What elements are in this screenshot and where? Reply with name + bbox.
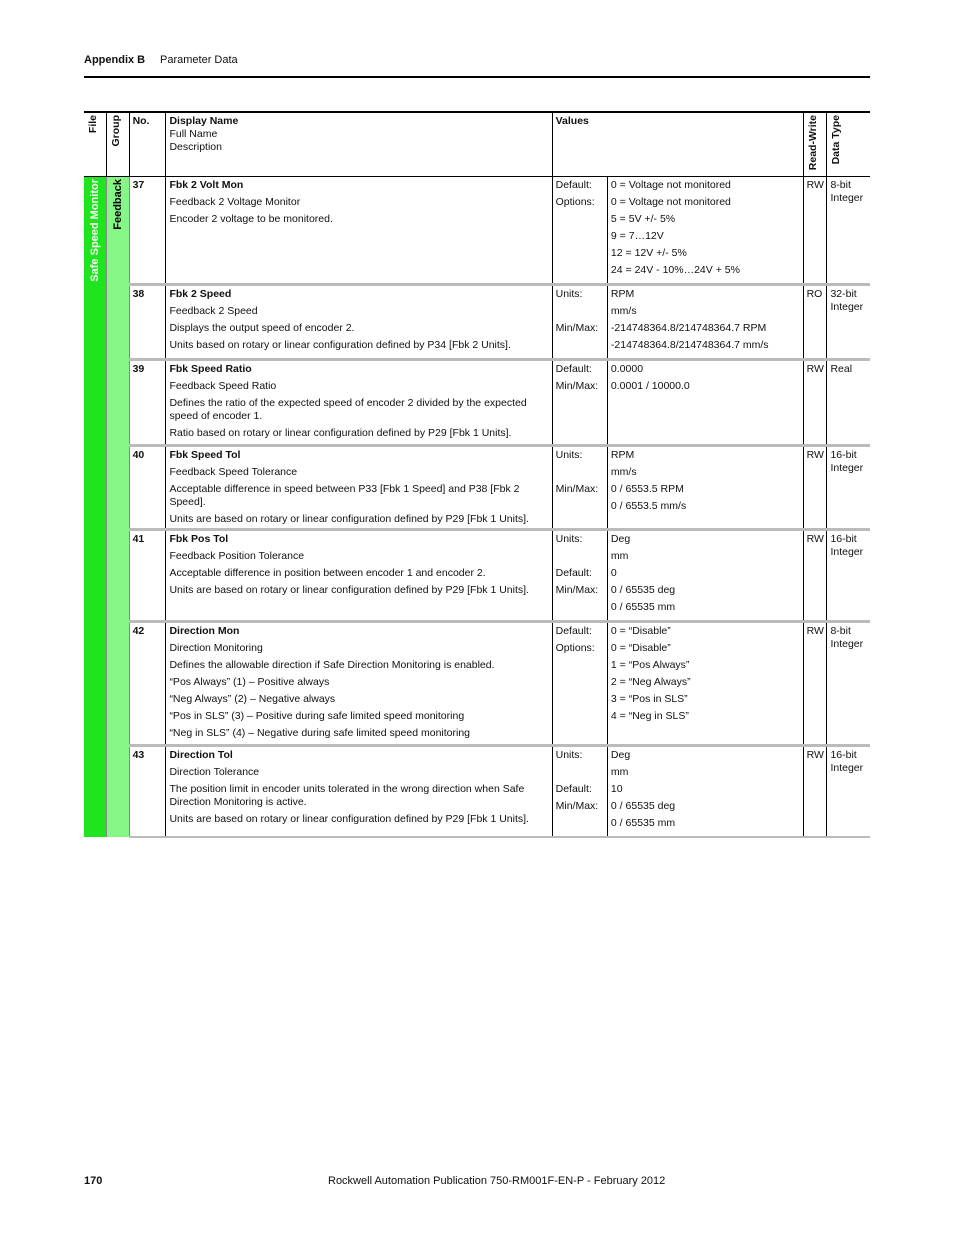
param-number: 38: [129, 285, 166, 360]
description-line: Units are based on rotary or linear configuration defined by P29 [Fbk 1 Units].: [169, 513, 529, 526]
value-item: 0 / 6553.5 mm/s: [610, 500, 687, 513]
header-display: Display Name Full Name Description: [166, 112, 552, 177]
data-type-line: 8-bit: [830, 625, 851, 638]
value-item: mm/s: [610, 466, 637, 479]
param-number: 43: [129, 746, 166, 838]
value-label: Units:: [555, 449, 583, 462]
value-item: 24 = 24V - 10%…24V + 5%: [610, 264, 740, 277]
description-line: “Neg Always” (2) – Negative always: [169, 693, 336, 706]
value-label: [556, 550, 605, 563]
value-item: 0 = Voltage not monitored: [610, 179, 731, 192]
table-row: [84, 360, 870, 446]
header-file: File: [84, 112, 107, 177]
value-label: Options:: [555, 642, 595, 655]
data-type-line: Integer: [830, 762, 864, 775]
value-item: 0.0001 / 10000.0: [610, 380, 690, 393]
value-list: [607, 530, 803, 622]
param-number: 39: [129, 360, 166, 446]
value-labels: [552, 360, 607, 446]
value-label: Options:: [555, 196, 595, 209]
description-line: Defines the ratio of the expected speed of encoder 2 divided by the expected speed of encoder 1.: [169, 397, 527, 423]
value-labels: [552, 285, 607, 360]
full-name: Feedback 2 Speed: [169, 305, 258, 318]
value-label: Units:: [555, 288, 583, 301]
value-list: [607, 285, 803, 360]
group-label: Feedback: [111, 179, 124, 230]
value-item: 0: [610, 567, 617, 580]
value-label: [556, 466, 605, 479]
page-number: 170: [84, 1175, 103, 1187]
description-line: Units are based on rotary or linear configuration defined by P29 [Fbk 1 Units].: [169, 813, 529, 826]
param-number: 41: [129, 530, 166, 622]
description-line: “Pos in SLS” (3) – Positive during safe limited speed monitoring: [169, 710, 465, 723]
value-item: 0 / 65535 mm: [610, 601, 676, 614]
description-line: Acceptable difference in position between encoder 1 and encoder 2.: [169, 567, 486, 580]
value-item: Deg: [610, 749, 631, 762]
value-item: 0 = Voltage not monitored: [610, 196, 731, 209]
description-line: Units based on rotary or linear configuration defined by P34 [Fbk 2 Units].: [169, 339, 511, 352]
description-line: Acceptable difference in speed between P33 [Fbk 1 Speed] and P38 [Fbk 2 Speed].: [169, 483, 520, 509]
appendix-label: Appendix B: [84, 54, 146, 66]
value-label: Min/Max:: [555, 483, 599, 496]
page-header: [84, 52, 870, 78]
display-name: Fbk Speed Tol: [169, 449, 241, 462]
file-label: Safe Speed Monitor: [89, 179, 102, 282]
data-type: [827, 177, 870, 285]
data-type-line: 16-bit: [830, 533, 857, 546]
data-type-line: 8-bit: [830, 179, 851, 192]
value-label: Min/Max:: [555, 322, 599, 335]
description-line: “Neg in SLS” (4) – Negative during safe limited speed monitoring: [169, 727, 471, 740]
value-label: [556, 766, 605, 779]
read-write: RW: [803, 177, 827, 285]
read-write: RW: [803, 530, 827, 622]
header-title: Parameter Data: [160, 54, 238, 66]
data-type-line: 16-bit: [830, 749, 857, 762]
publication-info: Rockwell Automation Publication 750-RM001F-EN-P - February 2012: [328, 1175, 666, 1187]
parameter-table: [84, 111, 870, 838]
value-label: Units:: [555, 533, 583, 546]
value-labels: [552, 446, 607, 530]
value-item: 0 / 65535 deg: [610, 584, 676, 597]
data-type-line: Integer: [830, 638, 864, 651]
value-list: [607, 746, 803, 838]
data-type: [827, 285, 870, 360]
description-line: Units are based on rotary or linear configuration defined by P29 [Fbk 1 Units].: [169, 584, 529, 597]
value-item: RPM: [610, 288, 635, 301]
value-labels: [552, 622, 607, 746]
param-display: [166, 530, 552, 622]
data-type-line: 16-bit: [830, 449, 857, 462]
read-write: RW: [803, 622, 827, 746]
param-number: 40: [129, 446, 166, 530]
data-type-line: 32-bit: [830, 288, 857, 301]
data-type: [827, 746, 870, 838]
data-type: [827, 360, 870, 446]
value-labels: [552, 177, 607, 285]
value-label: Units:: [555, 749, 583, 762]
value-item: mm: [610, 766, 629, 779]
description-line: Displays the output speed of encoder 2.: [169, 322, 355, 335]
value-item: mm/s: [610, 305, 637, 318]
description-line: Encoder 2 voltage to be monitored.: [169, 213, 333, 226]
param-display: [166, 622, 552, 746]
param-display: [166, 446, 552, 530]
table-header-row: [84, 112, 870, 177]
param-display: [166, 360, 552, 446]
param-display: [166, 177, 552, 285]
value-item: 4 = “Neg in SLS”: [610, 710, 689, 723]
description-line: Ratio based on rotary or linear configuration defined by P29 [Fbk 1 Units].: [169, 427, 512, 440]
read-write: RW: [803, 446, 827, 530]
data-type-line: Integer: [830, 546, 864, 559]
header-data-type: Data Type: [827, 112, 870, 177]
full-name: Direction Tolerance: [169, 766, 260, 779]
value-item: 0 = “Disable”: [610, 642, 671, 655]
read-write: RO: [803, 285, 827, 360]
param-number: 37: [129, 177, 166, 285]
value-list: [607, 177, 803, 285]
data-type-line: Integer: [830, 462, 864, 475]
param-display: [166, 285, 552, 360]
param-number: 42: [129, 622, 166, 746]
value-item: Deg: [610, 533, 631, 546]
value-item: 5 = 5V +/- 5%: [610, 213, 676, 226]
value-label: Default:: [555, 179, 592, 192]
file-cell: [84, 177, 107, 838]
value-list: [607, 360, 803, 446]
display-name: Fbk Speed Ratio: [169, 363, 252, 376]
value-item: 0.0000: [610, 363, 644, 376]
table-row: [84, 746, 870, 838]
value-label: Min/Max:: [555, 380, 599, 393]
value-label: [556, 305, 605, 318]
description-line: The position limit in encoder units tolerated in the wrong direction when Safe Direction Monitoring is active.: [169, 783, 525, 809]
value-item: 10: [610, 783, 623, 796]
header-values: Values: [552, 112, 803, 177]
full-name: Feedback Speed Tolerance: [169, 466, 298, 479]
value-label: Default:: [555, 567, 592, 580]
value-list: [607, 446, 803, 530]
value-item: 1 = “Pos Always”: [610, 659, 690, 672]
header-no: No.: [129, 112, 166, 177]
value-label: Min/Max:: [555, 800, 599, 813]
header-read-write: Read-Write: [803, 112, 827, 177]
display-name: Fbk 2 Speed: [169, 288, 232, 301]
display-name: Direction Tol: [169, 749, 233, 762]
value-item: 0 = “Disable”: [610, 625, 671, 638]
value-label: Default:: [555, 363, 592, 376]
group-cell: [107, 177, 130, 838]
value-item: 12 = 12V +/- 5%: [610, 247, 687, 260]
value-list: [607, 622, 803, 746]
value-item: 9 = 7…12V: [610, 230, 664, 243]
table-row: [84, 530, 870, 622]
full-name: Feedback 2 Voltage Monitor: [169, 196, 301, 209]
data-type: [827, 622, 870, 746]
value-item: 0 / 65535 deg: [610, 800, 676, 813]
data-type: [827, 446, 870, 530]
display-name: Direction Mon: [169, 625, 240, 638]
value-labels: [552, 530, 607, 622]
table-row: [84, 622, 870, 746]
description-line: “Pos Always” (1) – Positive always: [169, 676, 330, 689]
value-label: Min/Max:: [555, 584, 599, 597]
value-item: mm: [610, 550, 629, 563]
value-item: 2 = “Neg Always”: [610, 676, 691, 689]
value-label: Default:: [555, 625, 592, 638]
display-name: Fbk Pos Tol: [169, 533, 229, 546]
value-label: Default:: [555, 783, 592, 796]
full-name: Feedback Speed Ratio: [169, 380, 277, 393]
display-name: Fbk 2 Volt Mon: [169, 179, 244, 192]
full-name: Feedback Position Tolerance: [169, 550, 305, 563]
description-line: Defines the allowable direction if Safe Direction Monitoring is enabled.: [169, 659, 495, 672]
table-row: [84, 446, 870, 530]
data-type-line: Real: [830, 363, 853, 376]
read-write: RW: [803, 746, 827, 838]
data-type-line: Integer: [830, 192, 864, 205]
data-type: [827, 530, 870, 622]
header-group: Group: [107, 112, 130, 177]
value-labels: [552, 746, 607, 838]
value-item: 3 = “Pos in SLS”: [610, 693, 688, 706]
value-item: 0 / 65535 mm: [610, 817, 676, 830]
value-item: -214748364.8/214748364.7 mm/s: [610, 339, 769, 352]
value-item: 0 / 6553.5 RPM: [610, 483, 684, 496]
data-type-line: Integer: [830, 301, 864, 314]
param-display: [166, 746, 552, 838]
value-item: RPM: [610, 449, 635, 462]
full-name: Direction Monitoring: [169, 642, 263, 655]
table-row: [84, 177, 870, 285]
value-item: -214748364.8/214748364.7 RPM: [610, 322, 767, 335]
read-write: RW: [803, 360, 827, 446]
table-row: [84, 285, 870, 360]
